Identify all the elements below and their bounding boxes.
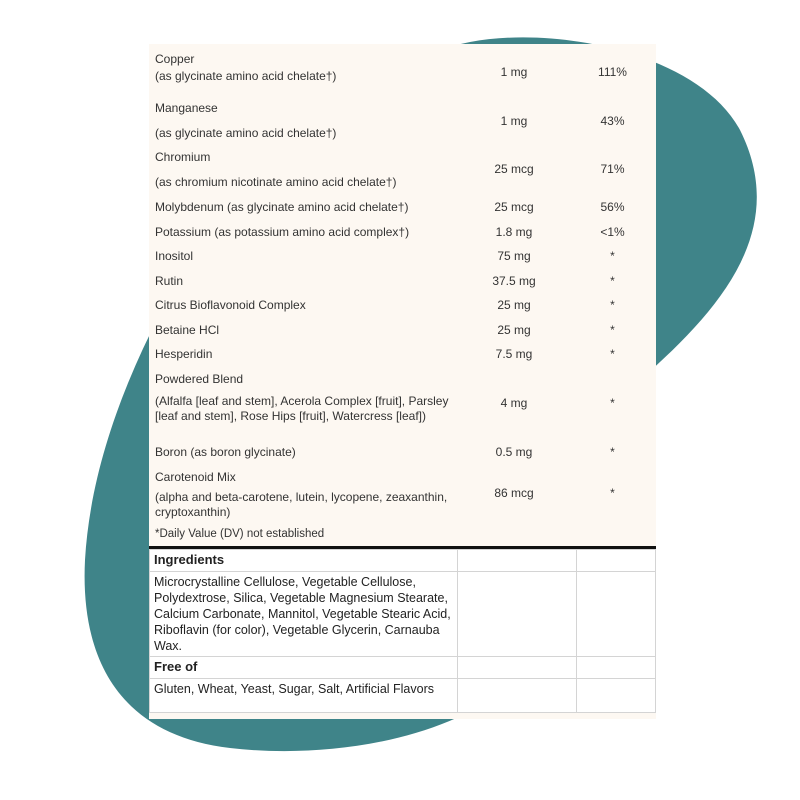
nutrient-amount: 4 mg	[500, 396, 528, 410]
ingredients-text: Microcrystalline Cellulose, Vegetable Cellulose, Polydextrose, Silica, Vegetable Magnesium Stearate, Calcium Carbonate, Mannitol, Vegetable Stearic Acid, Riboflavin (for color), Vegetable Glycerin, Carnauba Wax.	[150, 572, 458, 657]
empty-cell	[577, 657, 656, 679]
nutrient-source: (as glycinate amino acid chelate†)	[155, 69, 337, 83]
empty-cell	[458, 657, 577, 679]
nutrient-amount: 25 mcg	[494, 200, 534, 214]
free-of-heading-row	[150, 657, 656, 679]
nutrient-name: Copper	[155, 52, 195, 66]
nutrient-name: Rutin	[155, 274, 184, 288]
empty-cell	[458, 679, 577, 713]
nutrient-name: Hesperidin	[155, 347, 213, 361]
nutrient-amount: 7.5 mg	[495, 347, 533, 361]
empty-cell	[458, 550, 577, 572]
nutrient-daily-value: *	[610, 445, 615, 459]
nutrient-daily-value: 71%	[600, 162, 625, 176]
nutrient-amount: 75 mg	[497, 249, 531, 263]
nutrient-name: Carotenoid Mix	[155, 470, 236, 484]
nutrient-source: (alpha and beta-carotene, lutein, lycopene, zeaxanthin, cryptoxanthin)	[155, 490, 448, 519]
nutrient-amount: 1.8 mg	[495, 225, 533, 239]
nutrient-name: Inositol	[155, 249, 194, 263]
ingredients-table	[149, 549, 656, 713]
nutrient-source: (as chromium nicotinate amino acid chelate†)	[155, 175, 397, 189]
ingredients-heading-row	[150, 550, 656, 572]
nutrient-daily-value: *	[610, 323, 615, 337]
empty-cell	[458, 572, 577, 657]
nutrient-daily-value: *	[610, 274, 615, 288]
nutrient-name: Powdered Blend	[155, 372, 244, 386]
nutrient-daily-value: 111%	[598, 65, 627, 79]
nutrient-daily-value: *	[610, 298, 615, 312]
nutrient-amount: 1 mg	[500, 65, 528, 79]
nutrient-daily-value: *	[610, 249, 615, 263]
nutrient-amount: 1 mg	[500, 114, 528, 128]
nutrient-name: Betaine HCl	[155, 323, 220, 337]
free-of-text-row	[150, 679, 656, 713]
nutrient-daily-value: *	[610, 396, 615, 410]
nutrient-name: Molybdenum (as glycinate amino acid chelate†)	[155, 200, 409, 214]
nutrient-name: Potassium (as potassium amino acid complex†)	[155, 225, 410, 239]
nutrient-daily-value: *	[610, 486, 615, 500]
nutrient-daily-value: 56%	[600, 200, 625, 214]
daily-value-footnote: *Daily Value (DV) not established	[155, 528, 325, 540]
ingredients-heading: Ingredients	[150, 550, 458, 572]
free-of-text: Gluten, Wheat, Yeast, Sugar, Salt, Artificial Flavors	[150, 679, 458, 713]
nutrient-name: Boron (as boron glycinate)	[155, 445, 296, 459]
nutrient-source: (Alfalfa [leaf and stem], Acerola Complex [fruit], Parsley [leaf and stem], Rose Hips [fruit], Watercress [leaf])	[155, 394, 449, 423]
nutrient-name: Chromium	[155, 150, 211, 164]
nutrient-name: Manganese	[155, 101, 218, 115]
nutrient-amount: 25 mg	[497, 323, 531, 337]
nutrient-daily-value: <1%	[600, 225, 625, 239]
nutrient-amount: 86 mcg	[494, 486, 534, 500]
nutrient-name: Citrus Bioflavonoid Complex	[155, 298, 306, 312]
nutrient-daily-value: 43%	[600, 114, 625, 128]
supplement-facts-panel	[149, 44, 656, 719]
empty-cell	[577, 572, 656, 657]
ingredients-text-row	[150, 572, 656, 657]
nutrient-daily-value: *	[610, 347, 615, 361]
empty-cell	[577, 550, 656, 572]
nutrient-amount: 37.5 mg	[492, 274, 536, 288]
nutrient-amount: 25 mg	[497, 298, 531, 312]
nutrient-amount: 25 mcg	[494, 162, 534, 176]
nutrient-amount: 0.5 mg	[495, 445, 533, 459]
free-of-heading: Free of	[150, 657, 458, 679]
empty-cell	[577, 679, 656, 713]
nutrient-source: (as glycinate amino acid chelate†)	[155, 126, 337, 140]
